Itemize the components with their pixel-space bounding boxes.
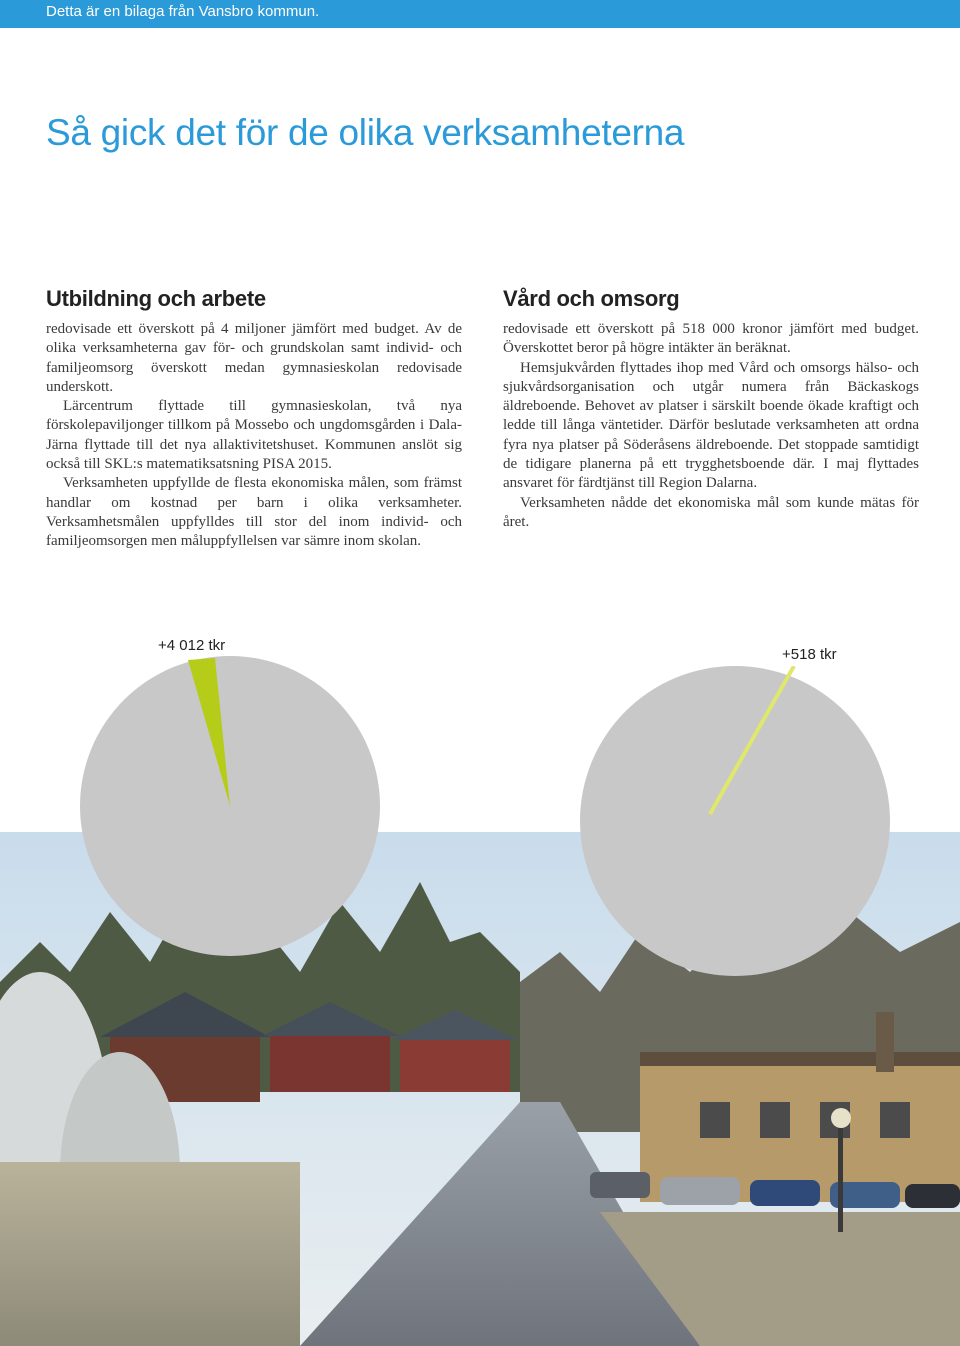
section-paragraph: Hemsjukvården flyttades ihop med Vård och omsorgs hälso- och sjukvårdsorganisation och utgår numera från Bäckaskogs äldreboende. Behovet av platser i särskilt boende ökade kraftigt och ledde till långa väntetider. Därför beslutade verksamheten att ordna fyra nya platser på Söderåsens äldreboende. Det stoppade samtidigt de tidigare planerna på ett trygghetsboende där. I maj flyttades ansvaret för färdtjänst till Region Dalarna.	[503, 359, 919, 492]
section-paragraph: Verksamheten uppfyllde de flesta ekonomiska målen, som främst handlar om kostnad per barn i olika verksamheter. Verksamhetsmålen uppfylldes till stor del inom individ- och familjeomsorgen men måluppfyllelsen var sämre inom skolan.	[46, 475, 462, 550]
pie-slice-rest	[580, 666, 890, 976]
section-heading: Vård och omsorg	[503, 286, 680, 311]
section-utbildning	[46, 286, 462, 552]
section-paragraph: redovisade ett överskott på 518 000 kronor jämfört med budget. Överskottet beror på högre intäkter än beräknat.	[503, 321, 919, 357]
pie-chart-utbildning	[80, 656, 380, 956]
banner-text: Detta är en bilaga från Vansbro kommun.	[46, 3, 320, 20]
page-title: Så gick det för de olika verksamheterna	[46, 112, 685, 153]
section-paragraph: redovisade ett överskott på 4 miljoner jämfört med budget. Av de olika verksamheterna gav för- och grundskolan samt individ- och familjeomsorg överskott medan gymnasieskolan redovisade underskott.	[46, 321, 462, 395]
pie-label-utbildning: +4 012 tkr	[158, 637, 226, 654]
section-paragraph: Verksamheten nådde det ekonomiska mål som kunde mätas för året.	[503, 494, 919, 530]
section-vard	[503, 286, 919, 532]
section-paragraph: Lärcentrum flyttade till gymnasieskolan, två nya förskolepaviljonger tillkom på Mossebo och ungdomsgården i Dala-Järna flyttade till det nya allaktivitetshuset. Kommunen anslöt sig också till SKL:s matematiksatsning PISA 2015.	[46, 398, 462, 473]
section-heading: Utbildning och arbete	[46, 286, 266, 311]
pie-label-vard: +518 tkr	[782, 646, 837, 663]
top-banner	[0, 0, 960, 28]
pie-chart-vard	[580, 666, 890, 976]
